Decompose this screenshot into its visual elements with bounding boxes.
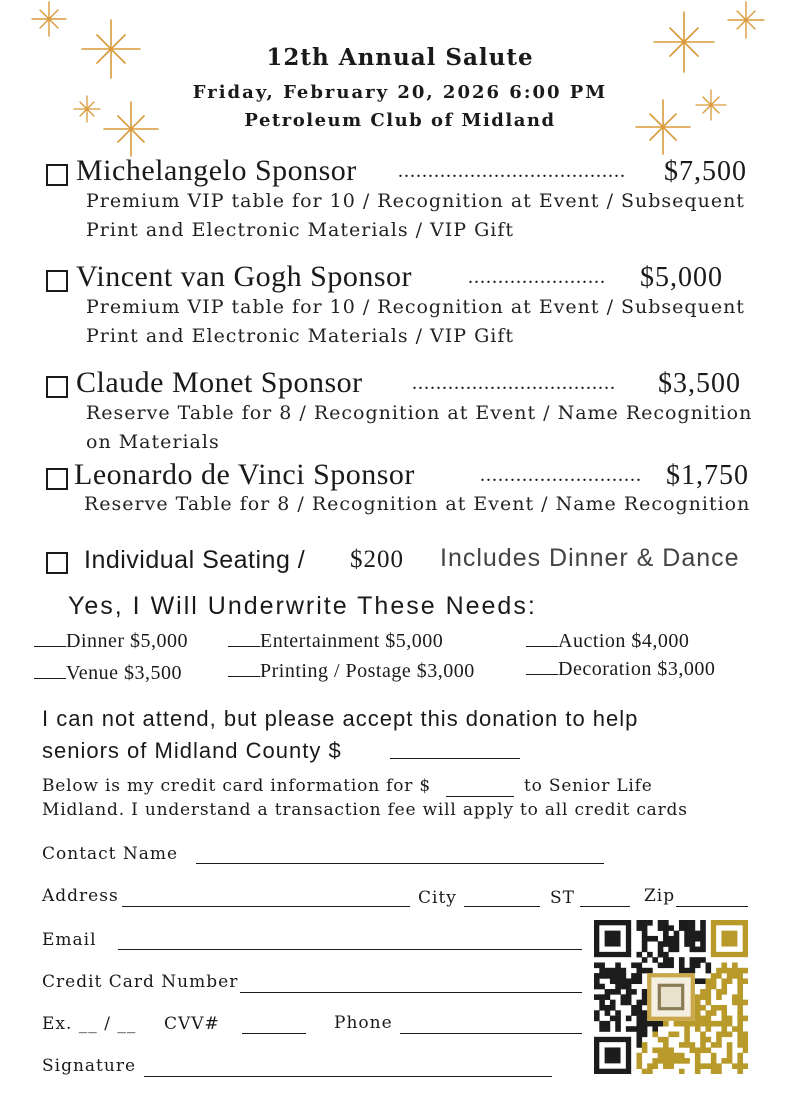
individual-seating-note: Includes Dinner & Dance xyxy=(440,544,740,572)
tier-description: Premium VIP table for 10 / Recognition at Event / Subsequent xyxy=(86,190,745,212)
checkbox-individual-seating[interactable] xyxy=(46,552,68,574)
donation-amount-field[interactable] xyxy=(390,758,520,759)
tier-price: $5,000 xyxy=(640,262,723,293)
credit-card-text-1b: to Senior Life xyxy=(524,776,653,796)
state-label: ST xyxy=(550,888,575,908)
qr-code-icon[interactable] xyxy=(594,920,748,1074)
cvv-label: CVV# xyxy=(164,1014,220,1034)
credit-card-text-1a: Below is my credit card information for $ xyxy=(42,776,432,796)
event-date: Friday, February 20, 2026 6:00 PM xyxy=(192,82,608,103)
event-title: 12th Annual Salute xyxy=(266,44,534,71)
email-field[interactable] xyxy=(118,949,582,950)
underwrite-item-decoration[interactable]: Decoration $3,000 xyxy=(526,656,715,681)
cvv-field[interactable] xyxy=(242,1033,306,1034)
tier-dots: .................................. xyxy=(412,372,616,394)
signature-label: Signature xyxy=(42,1056,137,1076)
tier-description: Print and Electronic Materials / VIP Gift xyxy=(86,325,515,347)
card-number-field[interactable] xyxy=(240,992,582,993)
phone-label: Phone xyxy=(334,1013,393,1033)
city-label: City xyxy=(418,888,457,908)
state-field[interactable] xyxy=(580,906,630,907)
address-label: Address xyxy=(42,886,119,906)
underwrite-heading: Yes, I Will Underwrite These Needs: xyxy=(68,592,537,620)
zip-label: Zip xyxy=(644,886,676,906)
tier-description: Print and Electronic Materials / VIP Gift xyxy=(86,219,515,241)
sparkle-star-icon xyxy=(726,0,766,40)
expiration-field[interactable]: Ex. __ / __ xyxy=(42,1014,137,1034)
underwrite-item-entertainment[interactable]: Entertainment $5,000 xyxy=(228,628,443,653)
donation-line-2: seniors of Midland County $ xyxy=(42,738,342,763)
checkbox-monet[interactable] xyxy=(46,376,68,398)
individual-seating-price: $200 xyxy=(350,546,404,573)
email-label: Email xyxy=(42,930,97,950)
signature-field[interactable] xyxy=(144,1076,552,1077)
zip-field[interactable] xyxy=(676,906,748,907)
underwrite-item-auction[interactable]: Auction $4,000 xyxy=(526,628,689,653)
tier-description: Reserve Table for 8 / Recognition at Event / Name Recognition xyxy=(84,493,751,515)
event-venue: Petroleum Club of Midland xyxy=(244,110,556,131)
individual-seating-label: Individual Seating / xyxy=(84,546,306,574)
credit-amount-field[interactable] xyxy=(446,796,514,797)
checkbox-van-gogh[interactable] xyxy=(46,270,68,292)
tier-name: Michelangelo Sponsor xyxy=(76,154,357,187)
underwrite-item-venue[interactable]: Venue $3,500 xyxy=(34,660,182,685)
checkbox-michelangelo[interactable] xyxy=(46,164,68,186)
tier-price: $7,500 xyxy=(664,156,747,187)
city-field[interactable] xyxy=(464,906,540,907)
tier-price: $3,500 xyxy=(658,368,741,399)
tier-dots: ........................... xyxy=(480,464,642,486)
checkbox-da-vinci[interactable] xyxy=(46,468,68,490)
tier-name: Leonardo de Vinci Sponsor xyxy=(74,458,415,491)
tier-dots: ...................................... xyxy=(398,160,626,182)
underwrite-item-dinner[interactable]: Dinner $5,000 xyxy=(34,628,188,653)
address-field[interactable] xyxy=(122,906,410,907)
credit-card-text-2: Midland. I understand a transaction fee will apply to all credit cards xyxy=(42,800,688,820)
tier-name: Vincent van Gogh Sponsor xyxy=(76,260,412,293)
tier-dots: ....................... xyxy=(468,266,606,288)
tier-description: Reserve Table for 8 / Recognition at Event / Name Recognition xyxy=(86,402,753,424)
card-number-label: Credit Card Number xyxy=(42,972,239,992)
tier-description: Premium VIP table for 10 / Recognition at Event / Subsequent xyxy=(86,296,745,318)
tier-name: Claude Monet Sponsor xyxy=(76,366,363,399)
contact-name-label: Contact Name xyxy=(42,844,179,864)
donation-line-1: I can not attend, but please accept this donation to help xyxy=(42,706,639,731)
underwrite-item-printing[interactable]: Printing / Postage $3,000 xyxy=(228,658,475,683)
phone-field[interactable] xyxy=(400,1033,582,1034)
contact-name-field[interactable] xyxy=(196,863,604,864)
tier-description: on Materials xyxy=(86,431,220,453)
sparkle-star-icon xyxy=(30,0,68,38)
tier-price: $1,750 xyxy=(666,460,749,491)
